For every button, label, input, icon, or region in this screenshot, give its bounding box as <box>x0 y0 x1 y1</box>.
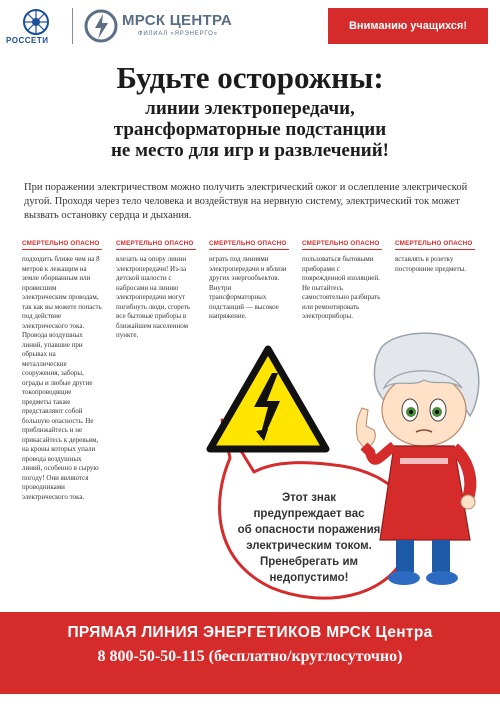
high-voltage-warning-icon <box>206 345 330 453</box>
header <box>0 0 500 50</box>
warning-text: пользоваться бытовыми приборами с поврежденной изоляцией. Не пытайтесь самостоятельно разбирать или ремонтировать электроприборы. <box>302 255 381 320</box>
warning-rule <box>22 249 102 250</box>
mrsk-logo-icon <box>84 8 118 44</box>
cartoon-boy-illustration <box>350 330 490 592</box>
subtitle-line: линии электропередачи, <box>145 98 355 119</box>
warning-text: играть под линиями электропередачи и вблизи других энергообъектов. Внутри трансформаторных подстанций — высокое напряжение. <box>209 255 287 320</box>
company-name: МРСК ЦЕНТРА <box>122 12 233 29</box>
warning-heading: СМЕРТЕЛЬНО ОПАСНО <box>395 240 473 247</box>
warning-rule <box>116 249 196 250</box>
warning-heading: СМЕРТЕЛЬНО ОПАСНО <box>209 240 287 247</box>
page-title: Будьте осторожны: <box>116 60 384 95</box>
company-branch: ФИЛИАЛ «ЯРЭНЕРГО» <box>138 31 218 37</box>
warning-column <box>116 240 196 341</box>
warning-rule <box>395 249 475 250</box>
subtitle-line: не место для игр и развлечений! <box>110 140 390 161</box>
warning-rule <box>302 249 382 250</box>
bubble-line: недопустимо! <box>269 572 349 584</box>
warning-heading: СМЕРТЕЛЬНО ОПАСНО <box>116 240 194 247</box>
warning-column <box>22 240 102 502</box>
warning-text: влезать на опору линии электропередачи! Из-за детской шалости с набросами на линию электропередачи могут погибнуть люди, сгореть все бытовые приборы в ближайшем населенном пункте. <box>116 255 191 339</box>
bubble-line: об опасности поражения <box>237 524 381 536</box>
warning-heading: СМЕРТЕЛЬНО ОПАСНО <box>22 240 100 247</box>
bubble-line: Пренебрегать им <box>259 556 359 568</box>
hotline-phone: 8 800-50-50-115 (бесплатно/круглосуточно) <box>97 648 403 665</box>
warning-text: подходить ближе чем на 8 метров к лежащим на земле оборванным или провисшим электрическим проводам, так как вы можете попасть под действие электрического тока. Провода воздушных линий, упавшие при обрывах на металлические сооружения, заборы, ограды и любые другие токопроводящие предметы также представляют собой большую опасность. Не приближайтесь и не прикасайтесь к деревьям, на кроны которых упали провода воздушных линий, особенно в сырую погоду! Они являются проводниками электрического тока. <box>22 255 102 501</box>
hotline-title: ПРЯМАЯ ЛИНИЯ ЭНЕРГЕТИКОВ МРСК Центра <box>67 624 433 641</box>
rosseti-label: РОССЕТИ <box>6 36 49 45</box>
warning-rule <box>209 249 289 250</box>
warning-heading: СМЕРТЕЛЬНО ОПАСНО <box>302 240 380 247</box>
warning-column <box>302 240 382 322</box>
bubble-line: Этот знак <box>281 492 337 504</box>
bubble-line: предупреждает вас <box>253 508 365 520</box>
attention-banner: Вниманию учащихся! <box>328 8 488 44</box>
subtitle-line: трансформаторные подстанции <box>113 119 387 140</box>
header-divider <box>72 8 73 44</box>
intro-paragraph: При поражении электричеством можно получить электрический ожог и ослепление электрической дугой. Проходя через тело человека и воздействуя на нервную систему, электрический ток может вызвать остановку сердца и дыхания. <box>24 182 468 221</box>
warning-text: вставлять в розетку посторонние предметы. <box>395 255 466 273</box>
bubble-line: электрическим током. <box>246 540 372 552</box>
warning-column <box>395 240 475 274</box>
warning-column <box>209 240 289 322</box>
